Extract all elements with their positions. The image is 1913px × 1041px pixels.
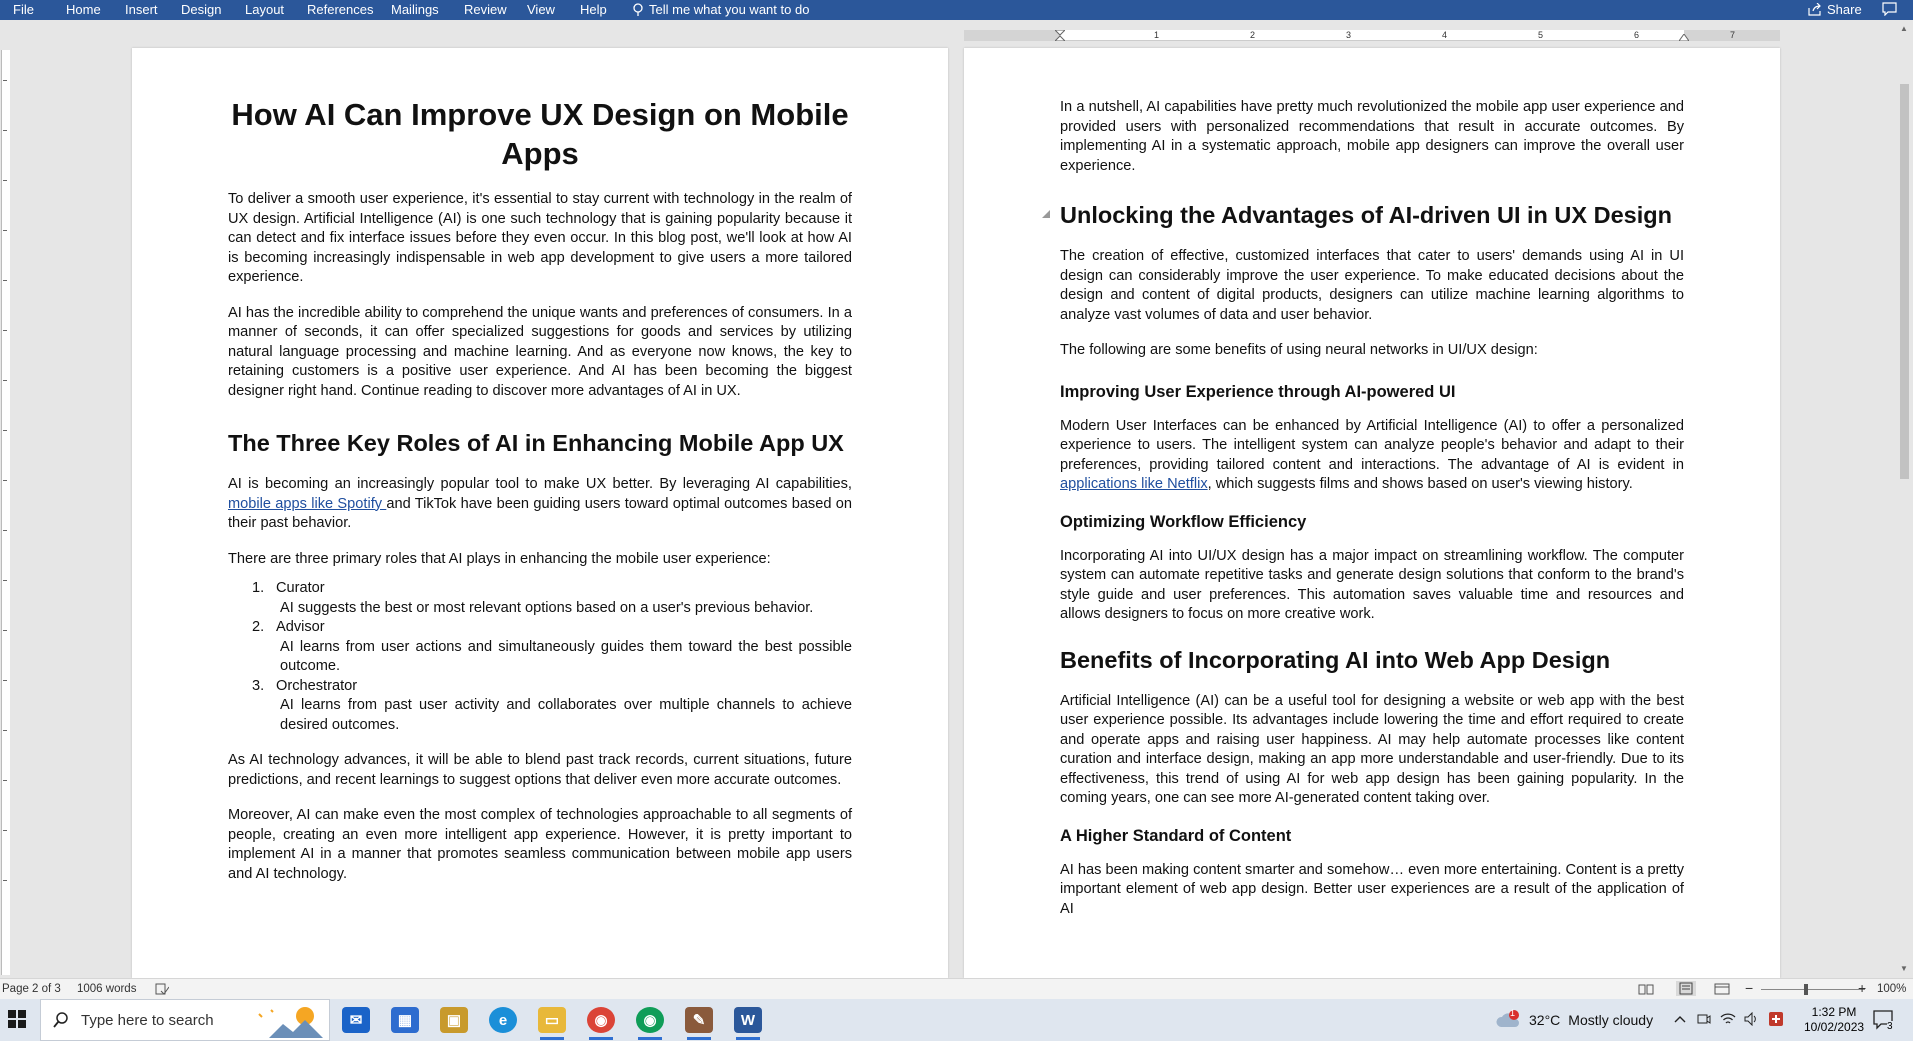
heading-improving-ux: Improving User Experience through AI-powered UI (1060, 382, 1456, 401)
tab-view[interactable]: View (527, 2, 555, 17)
tab-references[interactable]: References (307, 2, 374, 17)
indent-marker-icon[interactable] (1055, 30, 1065, 41)
paragraph-text: , which suggests films and shows based on user's viewing history. (1207, 476, 1633, 492)
comment-icon (1882, 2, 1897, 16)
scrollbar-thumb[interactable] (1900, 84, 1909, 479)
read-mode-icon[interactable] (1638, 983, 1654, 995)
scroll-down-icon[interactable]: ▼ (1900, 964, 1908, 973)
ruler-tick (3, 730, 7, 731)
netflix-link[interactable]: applications like Netflix (1060, 476, 1208, 492)
photos-app-icon[interactable]: ▣ (440, 1007, 468, 1033)
heading-text: Unlocking the Advantages of AI-driven UI in UX Design (1060, 202, 1672, 228)
drawing-app-icon[interactable]: ✎ (685, 1007, 713, 1033)
role-description: AI suggests the best or most relevant options based on a user's previous behavior. (280, 599, 814, 616)
list-item (252, 677, 852, 736)
tab-review[interactable]: Review (464, 2, 507, 17)
ruler-margin-left (964, 30, 1060, 41)
antivirus-tray-icon[interactable] (1768, 1011, 1784, 1027)
paragraph-with-link (1060, 417, 1684, 495)
list-item (252, 618, 852, 677)
heading-benefits-web-app: Benefits of Incorporating AI into Web App Design (1060, 646, 1611, 673)
file-explorer-icon[interactable]: ▭ (538, 1007, 566, 1033)
paragraph: The creation of effective, customized interfaces that cater to users' demands using AI in UI design can considerably improve the user experience. To make educated decisions about the design and content of digital products, designers can utilize machine learning algorithms to analyze vast volumes of data and user behavior. (1060, 248, 1684, 323)
system-clock[interactable] (1804, 1005, 1864, 1035)
ruler-tick (3, 830, 7, 831)
document-page-1[interactable] (132, 48, 948, 978)
ruler-tick (3, 480, 7, 481)
chevron-up-icon[interactable] (1674, 1014, 1686, 1024)
paragraph: As AI technology advances, it will be able to blend past track records, current situations, future predictions, and recent learnings to suggest options that deliver even more accurate outcomes. (228, 752, 852, 788)
weather-temperature: 32°C (1529, 1012, 1561, 1028)
clock-date: 10/02/2023 (1804, 1020, 1865, 1034)
tell-me-search[interactable] (632, 2, 809, 17)
status-bar (0, 978, 1913, 999)
tell-me-label: Tell me what you want to do (649, 2, 810, 17)
ruler-tick (3, 430, 7, 431)
ruler-number: 3 (1346, 30, 1352, 40)
role-name: Curator (276, 580, 325, 596)
print-layout-icon[interactable] (1676, 981, 1696, 996)
ruler-tick (3, 130, 7, 131)
meet-now-icon[interactable] (1697, 1012, 1711, 1026)
spotify-link[interactable]: mobile apps like Spotify (228, 495, 387, 512)
weather-description: Mostly cloudy (1568, 1012, 1654, 1028)
horizontal-ruler (964, 30, 1780, 41)
comments-button[interactable] (1882, 2, 1897, 19)
ruler-number: 2 (1250, 30, 1256, 40)
role-name: Orchestrator (276, 677, 358, 694)
paragraph: AI has the incredible ability to comprehend the unique wants and preferences of consumers. In a manner of seconds, it can offer specialized suggestions for goods and services by utilizing natural language processing and machine learning. And as everyone now knows, the key to retaining customers is a positive user experience. And AI has been becoming the biggest designer right hand. Continue reading to discover more advantages of AI in UX. (228, 304, 852, 399)
share-label: Share (1827, 2, 1862, 17)
store-app-icon[interactable]: ▦ (391, 1007, 419, 1033)
word-app-icon[interactable]: W (734, 1007, 762, 1033)
vertical-scrollbar[interactable] (1896, 20, 1913, 978)
ruler-tick (3, 780, 7, 781)
share-icon (1808, 3, 1822, 16)
tab-file[interactable]: File (13, 2, 34, 17)
ruler-number: 5 (1538, 30, 1544, 40)
ruler-tick (3, 330, 7, 331)
paragraph-text: and TikTok have been guiding users toward optimal outcomes based on their past behavior. (228, 495, 852, 531)
paragraph: To deliver a smooth user experience, it's essential to stay current with technology in the realm of UX design. Artificial Intelligence (AI) is one such technology that is gaining popularity because it can detect and fix interface issues before they even occur. In this blog post, we'll look at how AI is becoming increasingly indispensable in web app development to give users a more tailored experience. (228, 191, 852, 285)
tab-mailings[interactable]: Mailings (391, 2, 439, 17)
ruler-tick (3, 630, 7, 631)
list-number: 1. (252, 580, 265, 596)
zoom-out-icon[interactable]: − (1745, 980, 1754, 996)
paragraph: AI has been making content smarter and somehow… even more entertaining. Content is a pretty important element of web app design. Better user experiences are a result of the application of AI (1060, 861, 1684, 917)
search-icon (53, 1012, 69, 1028)
tab-design[interactable]: Design (181, 2, 222, 17)
paragraph-with-link (228, 475, 852, 534)
proofing-icon[interactable] (155, 983, 169, 995)
ruler-number: 7 (1730, 30, 1736, 40)
page-1-content (228, 95, 852, 900)
tab-layout[interactable]: Layout (245, 2, 285, 17)
vertical-ruler (0, 20, 12, 978)
ruler-number: 6 (1634, 30, 1640, 40)
ruler-tick (3, 580, 7, 581)
document-title: How AI Can Improve UX Design on Mobile Apps (231, 97, 849, 171)
paragraph-text: Modern User Interfaces can be enhanced by Artificial Intelligence (AI) to offer a personalized experience to users. The intelligent system can analyze people's behavior and adapt to their preferences, providing tailored content and interactions. The advantage of AI is evident in (1060, 417, 1684, 473)
zoom-slider-track[interactable] (1761, 989, 1865, 990)
cloud-icon (1495, 1010, 1521, 1030)
ruler-tick (3, 80, 7, 81)
collapse-triangle-icon[interactable] (1042, 210, 1050, 218)
heading-three-key-roles: The Three Key Roles of AI in Enhancing Mobile App UX (228, 430, 844, 456)
tab-home[interactable]: Home (66, 2, 101, 17)
vertical-ruler-strip (1, 50, 10, 975)
tab-insert[interactable]: Insert (125, 2, 158, 17)
ruler-tick (3, 230, 7, 231)
zoom-level[interactable]: 100% (1877, 983, 1907, 995)
ruler-number: 1 (1154, 30, 1160, 40)
edge-browser-icon[interactable]: e (489, 1007, 517, 1033)
search-highlight-illustration-icon (249, 1004, 329, 1038)
heading-optimizing-workflow: Optimizing Workflow Efficiency (1060, 512, 1307, 531)
weather-widget[interactable] (1495, 999, 1653, 1041)
web-layout-icon[interactable] (1714, 983, 1730, 995)
list-number: 3. (252, 677, 265, 694)
windows-start-icon[interactable] (8, 1010, 26, 1028)
ruler-number: 4 (1442, 30, 1448, 40)
document-page-2[interactable] (964, 48, 1780, 978)
ruler-tick (3, 280, 7, 281)
paragraph: Incorporating AI into UI/UX design has a major impact on streamlining workflow. The computer system can automate repetitive tasks and generate design solutions that conform to the brand's style guide and user preferences. This automation saves valuable time and resources and allows designers to focus on more creative work. (1060, 547, 1684, 622)
share-button[interactable] (1808, 2, 1862, 17)
chrome-browser-icon[interactable]: ◉ (587, 1007, 615, 1033)
zoom-slider-thumb[interactable] (1804, 984, 1808, 995)
page-2-content (1060, 98, 1684, 935)
taskbar-search-box[interactable] (40, 999, 330, 1041)
chrome-profile-icon[interactable]: ◉ (636, 1007, 664, 1033)
right-indent-marker-icon[interactable] (1679, 34, 1689, 41)
paragraph: The following are some benefits of using neural networks in UI/UX design: (1060, 342, 1538, 358)
ruler-tick (3, 880, 7, 881)
ruler-tick (3, 180, 7, 181)
list-item (252, 579, 852, 618)
roles-list (252, 579, 852, 735)
word-count[interactable]: 1006 words (77, 983, 137, 995)
lightbulb-icon (632, 3, 644, 17)
heading-higher-standard: A Higher Standard of Content (1060, 826, 1292, 845)
zoom-in-icon[interactable]: + (1858, 980, 1867, 996)
ribbon-menu-bar (0, 0, 1913, 20)
role-name: Advisor (276, 619, 325, 635)
paragraph-text: AI is becoming an increasingly popular tool to make UX better. By leveraging AI capabilities, (228, 476, 852, 492)
volume-icon[interactable] (1744, 1012, 1760, 1026)
clock-time: 1:32 PM (1811, 1005, 1857, 1019)
role-description: AI learns from user actions and simultaneously guides them toward the best possible outcome. (280, 638, 852, 674)
tab-help[interactable]: Help (580, 2, 607, 17)
ruler-tick (3, 380, 7, 381)
role-description: AI learns from past user activity and collaborates over multiple channels to achieve desired outcomes. (280, 697, 852, 733)
paragraph: There are three primary roles that AI plays in enhancing the mobile user experience: (228, 550, 771, 567)
paragraph: Artificial Intelligence (AI) can be a useful tool for designing a website or web app with the best user experience possible. Its advantages include lowering the time and effort required to create and operate apps and raising user happiness. AI may help automate processes like content curation and interface design, making an app more understandable and user-friendly. Due to its effectiveness, this trend of using AI for web app design has been gaining popularity. In the coming years, one can see more AI-generated content taking over. (1060, 692, 1684, 806)
scroll-up-icon[interactable]: ▲ (1900, 24, 1908, 33)
wifi-icon[interactable] (1720, 1012, 1736, 1026)
heading-unlocking-advantages (1060, 200, 1684, 230)
paragraph: Moreover, AI can make even the most complex of technologies approachable to all segments of people, creating an even more intelligent app experience. However, it is pretty important to implement AI in a manner that promotes seamless communication between mobile app users and AI technology. (228, 807, 852, 882)
ruler-tick (3, 530, 7, 531)
search-placeholder: Type here to search (81, 1011, 214, 1029)
page-count[interactable]: Page 2 of 3 (2, 983, 61, 995)
mail-app-icon[interactable]: ✉ (342, 1007, 370, 1033)
windows-taskbar (0, 999, 1913, 1041)
ruler-tick (3, 680, 7, 681)
list-number: 2. (252, 619, 265, 635)
paragraph: In a nutshell, AI capabilities have pretty much revolutionized the mobile app user experience and provided users with personalized recommendations that result in accurate outcomes. By implementing AI in a systematic approach, mobile app designers can improve the overall user experience. (1060, 99, 1684, 174)
weather-badge: 1 (1510, 1008, 1516, 1018)
notification-count: 3 (1887, 1021, 1893, 1032)
